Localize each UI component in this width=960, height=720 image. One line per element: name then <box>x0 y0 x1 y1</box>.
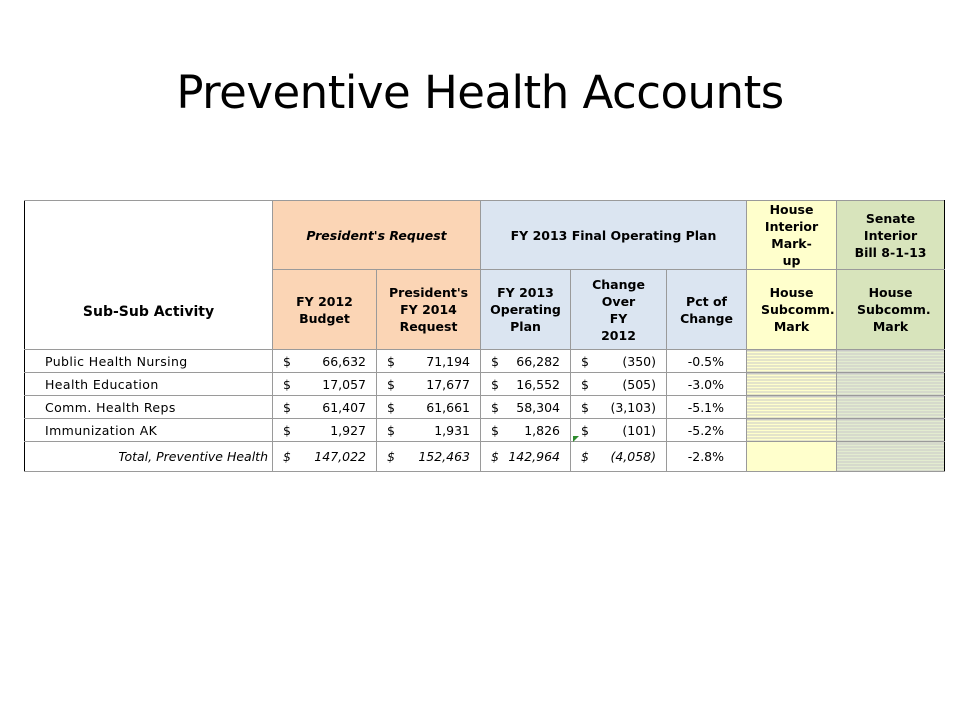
total-house-mark-cell[interactable] <box>747 442 837 472</box>
total-fy2014-cell <box>377 442 481 472</box>
fy2013-cell <box>481 373 571 396</box>
fy2014-column-label: President's FY 2014 Request <box>389 285 469 334</box>
row-name: Health Education <box>25 373 273 396</box>
total-fy2013-cell <box>481 442 571 472</box>
currency-symbol: $ <box>581 376 589 392</box>
total-fy2012-cell <box>273 442 377 472</box>
fy2014-cell <box>377 373 481 396</box>
senate-mark-column-label: House Subcomm. Mark <box>857 285 931 334</box>
fy2012-cell <box>273 396 377 419</box>
row-name: Comm. Health Reps <box>25 396 273 419</box>
fy2013-plan-group-header: FY 2013 Final Operating Plan <box>481 201 747 270</box>
currency-symbol: $ <box>491 353 499 369</box>
fy2014-column-header <box>377 270 481 350</box>
change-column-label: Change Over FY 2012 <box>592 276 645 343</box>
fy2012-value: 17,057 <box>322 376 366 392</box>
currency-symbol: $ <box>387 449 395 464</box>
fy2013-cell <box>481 396 571 419</box>
fy2013-value: 66,282 <box>516 353 561 369</box>
fy2012-column-label: FY 2012 Budget <box>296 293 353 326</box>
house-interior-label: House Interior Mark-up <box>764 202 819 268</box>
fy2013-column-label: FY 2013 Operating Plan <box>490 285 561 334</box>
change-cell <box>571 373 667 396</box>
currency-symbol: $ <box>581 422 589 438</box>
row-name: Public Health Nursing <box>25 350 273 373</box>
currency-symbol: $ <box>387 353 395 369</box>
currency-symbol: $ <box>387 399 395 415</box>
fy2013-value: 1,826 <box>524 422 561 438</box>
senate-mark-cell[interactable] <box>837 419 945 442</box>
change-cell <box>571 350 667 373</box>
change-value: (505) <box>622 376 657 392</box>
pct-cell: -0.5% <box>667 350 747 373</box>
fy2014-value: 71,194 <box>426 353 471 369</box>
fy2014-cell <box>377 350 481 373</box>
currency-symbol: $ <box>491 376 499 392</box>
pct-cell: -5.1% <box>667 396 747 419</box>
table-row <box>25 373 945 396</box>
currency-symbol: $ <box>581 399 589 415</box>
senate-mark-cell[interactable] <box>837 350 945 373</box>
fy2012-cell <box>273 373 377 396</box>
table-row <box>25 350 945 373</box>
table-row <box>25 396 945 419</box>
change-cell <box>571 419 667 442</box>
house-interior-group-header <box>747 201 837 270</box>
currency-symbol: $ <box>581 353 589 369</box>
sub-sub-activity-header <box>25 201 273 350</box>
change-cell <box>571 396 667 419</box>
fy2013-cell <box>481 350 571 373</box>
house-mark-cell[interactable] <box>747 419 837 442</box>
total-change-value: (4,058) <box>610 449 657 464</box>
pct-column-label: Pct of Change <box>680 293 733 326</box>
change-column-header <box>571 270 667 350</box>
change-value: (350) <box>622 353 657 369</box>
fy2014-value: 61,661 <box>426 399 471 415</box>
sub-sub-activity-label: Sub-Sub Activity <box>82 304 215 320</box>
currency-symbol: $ <box>283 422 291 438</box>
total-name: Total, Preventive Health <box>25 442 273 472</box>
fy2012-cell <box>273 350 377 373</box>
pct-cell: -5.2% <box>667 419 747 442</box>
cell-note-marker-icon <box>573 436 579 442</box>
total-change-cell <box>571 442 667 472</box>
table-row <box>25 419 945 442</box>
fy2012-column-header <box>273 270 377 350</box>
senate-mark-cell[interactable] <box>837 396 945 419</box>
currency-symbol: $ <box>283 353 291 369</box>
currency-symbol: $ <box>283 449 291 464</box>
house-mark-cell[interactable] <box>747 373 837 396</box>
fy2014-value: 1,931 <box>434 422 471 438</box>
total-fy2012-value: 147,022 <box>314 449 366 464</box>
house-mark-cell[interactable] <box>747 396 837 419</box>
fy2012-cell <box>273 419 377 442</box>
total-fy2013-value: 142,964 <box>508 449 561 464</box>
fy2014-value: 17,677 <box>426 376 471 392</box>
currency-symbol: $ <box>387 376 395 392</box>
house-mark-column-header <box>747 270 837 350</box>
fy2013-value: 16,552 <box>516 376 561 392</box>
currency-symbol: $ <box>283 399 291 415</box>
fy2014-cell <box>377 419 481 442</box>
change-value: (3,103) <box>610 399 657 415</box>
currency-symbol: $ <box>283 376 291 392</box>
senate-mark-cell[interactable] <box>837 373 945 396</box>
change-value: (101) <box>622 422 657 438</box>
total-pct-cell: -2.8% <box>667 442 747 472</box>
senate-mark-column-header <box>837 270 945 350</box>
fy2013-column-header <box>481 270 571 350</box>
fy2013-value: 58,304 <box>516 399 561 415</box>
senate-interior-group-header <box>837 201 945 270</box>
pct-column-header <box>667 270 747 350</box>
currency-symbol: $ <box>491 422 499 438</box>
budget-table <box>24 200 945 472</box>
total-row <box>25 442 945 472</box>
row-name: Immunization AK <box>25 419 273 442</box>
senate-interior-label: Senate Interior Bill 8-1-13 <box>854 210 927 260</box>
house-mark-column-label: House Subcomm. Mark <box>761 285 835 334</box>
fy2013-cell <box>481 419 571 442</box>
slide-title: Preventive Health Accounts <box>176 66 784 119</box>
currency-symbol: $ <box>491 399 499 415</box>
presidents-request-group-header: President's Request <box>273 201 481 270</box>
currency-symbol: $ <box>387 422 395 438</box>
currency-symbol: $ <box>491 449 499 464</box>
fy2012-value: 66,632 <box>322 353 366 369</box>
fy2012-value: 1,927 <box>330 422 366 438</box>
house-mark-cell[interactable] <box>747 350 837 373</box>
total-senate-mark-cell[interactable] <box>837 442 945 472</box>
total-fy2014-value: 152,463 <box>418 449 471 464</box>
fy2014-cell <box>377 396 481 419</box>
currency-symbol: $ <box>581 449 589 464</box>
pct-cell: -3.0% <box>667 373 747 396</box>
fy2012-value: 61,407 <box>322 399 366 415</box>
